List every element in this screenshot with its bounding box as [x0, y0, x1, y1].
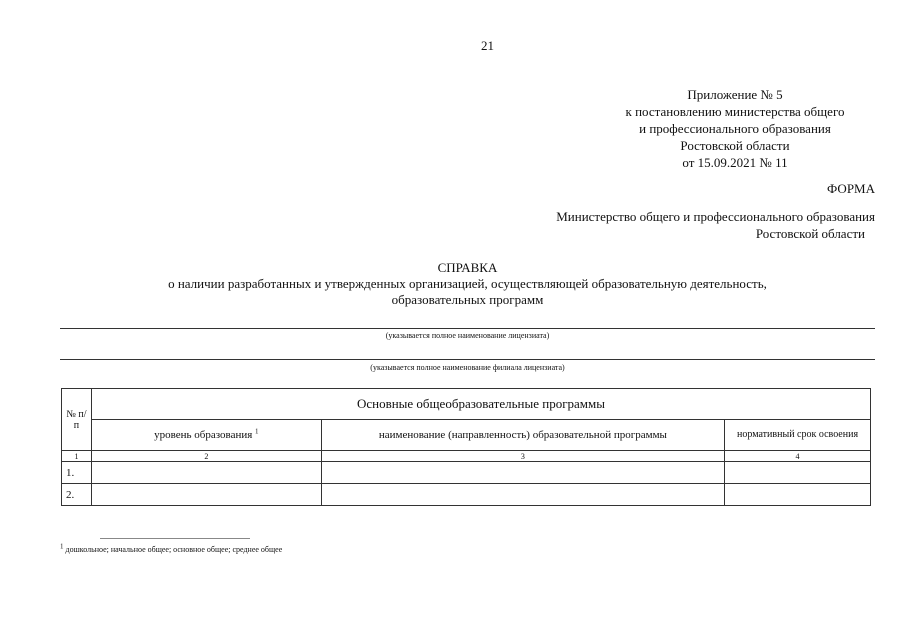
- footnote-separator: [100, 538, 250, 539]
- title-line: о наличии разработанных и утвержденных организацией, осуществляющей образовательную деятельность,: [168, 276, 767, 291]
- row-term-cell: [725, 484, 871, 506]
- appendix-line: от 15.09.2021 № 11: [682, 155, 788, 170]
- footnote-text: дошкольное; начальное общее; основное общее; среднее общее: [65, 545, 283, 554]
- programs-table: [61, 388, 871, 506]
- footnote: [60, 542, 283, 554]
- appendix-line: и профессионального образования: [639, 121, 831, 136]
- column-number: 2: [91, 451, 321, 462]
- ministry-line: Ростовской области: [755, 226, 865, 241]
- licensee-hint: (указывается полное наименование лицензиата): [385, 331, 550, 340]
- row-number: 1.: [62, 462, 92, 484]
- column-number: 3: [321, 451, 724, 462]
- title-heading: СПРАВКА: [437, 260, 498, 275]
- header-programs-group: Основные общеобразовательные программы: [91, 389, 870, 420]
- row-number: 2.: [62, 484, 92, 506]
- row-level-cell: [91, 484, 321, 506]
- ministry-line: Министерство общего и профессионального образования: [556, 209, 875, 224]
- header-level-label: уровень образования: [154, 429, 253, 441]
- column-number-row: [62, 451, 871, 462]
- header-program-name: наименование (направленность) образовательной программы: [321, 420, 724, 451]
- table-subheader-row: [62, 420, 871, 451]
- table-row: [62, 484, 871, 506]
- column-number: 4: [725, 451, 871, 462]
- footnote-marker: 1: [60, 542, 64, 551]
- appendix-line: Приложение № 5: [687, 87, 783, 102]
- row-level-cell: [91, 462, 321, 484]
- ministry-block: [490, 208, 875, 242]
- page-number: 21: [481, 38, 494, 53]
- table-row: [62, 462, 871, 484]
- branch-hint: (указывается полное наименование филиала лицензиата): [370, 363, 565, 372]
- branch-name-line: [60, 359, 875, 360]
- appendix-line: Ростовской области: [680, 138, 790, 153]
- footnote-ref: 1: [255, 427, 259, 436]
- header-term: нормативный срок освоения: [725, 420, 871, 451]
- document-title: [60, 260, 875, 308]
- title-line: образовательных программ: [391, 292, 544, 307]
- row-term-cell: [725, 462, 871, 484]
- row-program-cell: [321, 462, 724, 484]
- appendix-block: [590, 86, 880, 171]
- table-header-row: [62, 389, 871, 420]
- form-label: ФОРМА: [827, 181, 875, 196]
- licensee-name-line: [60, 328, 875, 329]
- appendix-line: к постановлению министерства общего: [625, 104, 845, 119]
- column-number: 1: [62, 451, 92, 462]
- header-level: [91, 420, 321, 451]
- row-program-cell: [321, 484, 724, 506]
- header-number: № п/п: [62, 389, 92, 451]
